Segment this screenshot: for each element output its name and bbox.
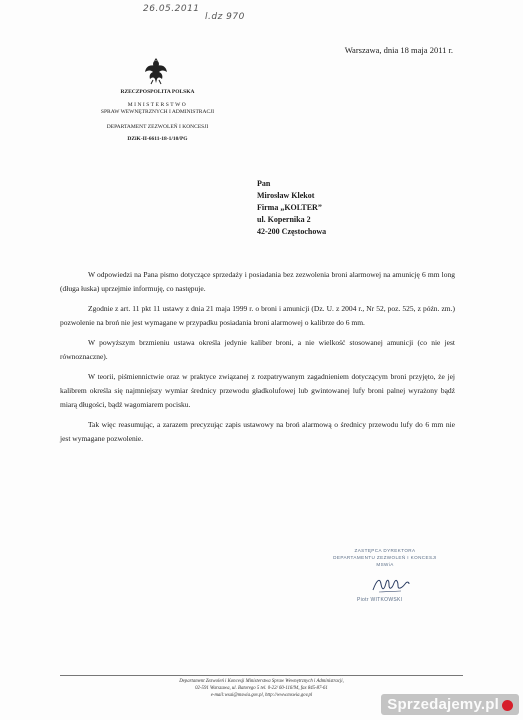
header-republic: RZECZPOSPOLITA POLSKA (120, 89, 195, 95)
official-stamp (330, 547, 440, 568)
handwritten-date: 26.05.2011 (143, 4, 200, 14)
watermark-logo-icon (502, 700, 513, 711)
recipient-line: Pan (257, 179, 271, 188)
footer-line: e-mail:wsai@mswia.gov.pl, http://www.mswia.gov.pl (210, 693, 313, 698)
body-paragraph: Tak więc reasumując, a zarazem precyzując zapis ustawowy na broń alarmową o średnicy przewodu lufy do 6 mm nie jest wymagane pozwolenie. (60, 420, 455, 443)
footer-line: 02-591 Warszawa, ul. Batorego 5 tel. 0-22/ 60-116/94, fax 845-87-61 (195, 686, 328, 691)
body-paragraph: W odpowiedzi na Pana pismo dotyczące sprzedaży i posiadania bez zezwolenia broni alarmowej na amunicję 6 mm long (długa łuska) uprzejmie informuję, co następuje. (60, 270, 455, 293)
body-paragraph: W powyższym brzmieniu ustawa określa jedynie kaliber broni, a nie wielkość stosowanej amunicji (co nie jest równoznaczne). (60, 338, 455, 361)
recipient-line: Firma „KOLTER” (257, 203, 322, 212)
header-ministry-name: SPRAW WEWNĘTRZNYCH I ADMINISTRACJI (100, 109, 215, 115)
letter-body (60, 268, 455, 452)
header-ministry: MINISTERSTWO (127, 102, 188, 108)
recipient-line: 42-200 Częstochowa (257, 227, 327, 236)
letter-dateline: Warszawa, dnia 18 maja 2011 r. (344, 45, 453, 55)
signature-icon (371, 575, 411, 595)
stamp-line: ZASTĘPCA DYREKTORA (354, 548, 416, 553)
body-paragraph: Zgodnie z art. 11 pkt 11 ustawy z dnia 21 maja 1999 r. o broni i amunicji (Dz. U. z 2004 r., Nr 52, poz. 525, z późn. zm.) pozwolenie na broń nie jest wymagane w przypadku posiadania broni alarmowej o kalibrze do 6 mm. (60, 304, 455, 327)
body-paragraph: W teorii, piśmiennictwie oraz w praktyce związanej z rozpatrywanym zagadnieniem dotyczącym broni przyjęto, że jej kalibrem określa się najmniejszy wymiar średnicy przewodu gładkolufowej lub gwintowanej lufy broni palnej wyrażony bądź miarą długości, bądź wagomiarem pocisku. (60, 372, 455, 409)
footer-line: Departament Zezwoleń i Koncesji Ministerstwa Spraw Wewnętrznych i Administracji, (179, 679, 344, 684)
watermark-text: Sprzedajemy.pl (387, 696, 499, 713)
signatory-name: Piotr WITKOWSKI (357, 597, 403, 603)
stamp-line: DEPARTAMENTU ZEZWOLEŃ I KONCESJI (333, 555, 437, 560)
handwritten-reference: l.dz 970 (205, 12, 245, 22)
recipient-line: ul. Kopernika 2 (257, 215, 311, 224)
footer-divider (60, 675, 463, 676)
sprzedajemy-watermark (381, 694, 519, 715)
header-department: DEPARTAMENT ZEZWOLEŃ I KONCESJI (106, 124, 209, 130)
recipient-line: Mirosław Klekot (257, 191, 315, 200)
header-case-number: DZiK-II-6611-18-1/10/PG (127, 136, 188, 142)
polish-eagle-icon (143, 55, 169, 85)
stamp-line: MSWiA (376, 562, 394, 567)
